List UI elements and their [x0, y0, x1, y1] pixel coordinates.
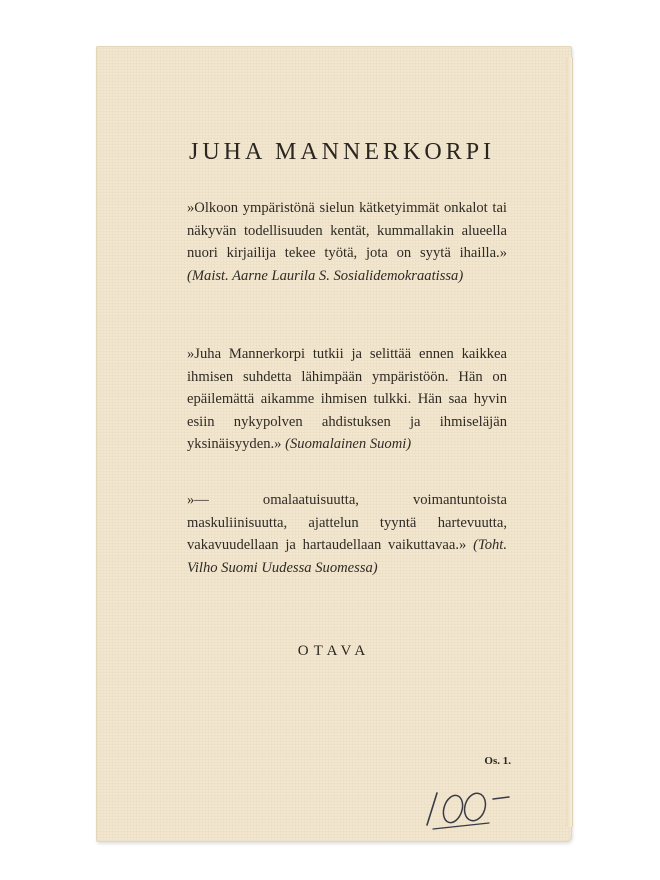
publisher-name: OTAVA [297, 643, 371, 659]
quote-text: »Olkoon ympäristönä sielun kätketyimmät onkalot tai näkyvän todellisuuden kentät, kummallakin alueella nuori kirjailija tekee työtä, jota on syytä ihailla.» [187, 200, 507, 261]
quote-text: »Juha Mannerkorpi tutkii ja selittää ennen kaikkea ihmisen suhdetta lähimpään ympäristöön. Hän on epäilemättä aikamme ihmisen tulkki. Hän saa hyvin esiin nykypolven ahdistuksen ja ihmiseläjän yksinäisyyden.» [187, 346, 507, 452]
handwritten-price-mark [419, 787, 529, 831]
quote-source: (Suomalainen Suomi) [285, 436, 412, 452]
quote-source: (Toht. Vilho Suomi Uudessa Suomessa) [187, 537, 508, 576]
author-name: JUHA MANNERKORPI [189, 139, 496, 165]
review-quote-3 [187, 489, 507, 579]
quote-source: (Maist. Aarne Laurila S. Sosialidemokraatissa) [187, 267, 464, 284]
book-back-cover [96, 46, 572, 842]
handwritten-price [419, 787, 529, 831]
review-quote-2 [187, 343, 507, 456]
quote-text: »— omalaatuisuutta, voimantuntoista maskuliinisuutta, ajattelun tyyntä hartevuutta, vakavuudellaan ja hartaudellaan vaikuttavaa.» [187, 492, 507, 553]
catalog-code: Os. 1. [484, 755, 511, 767]
review-quote-1 [187, 197, 507, 287]
